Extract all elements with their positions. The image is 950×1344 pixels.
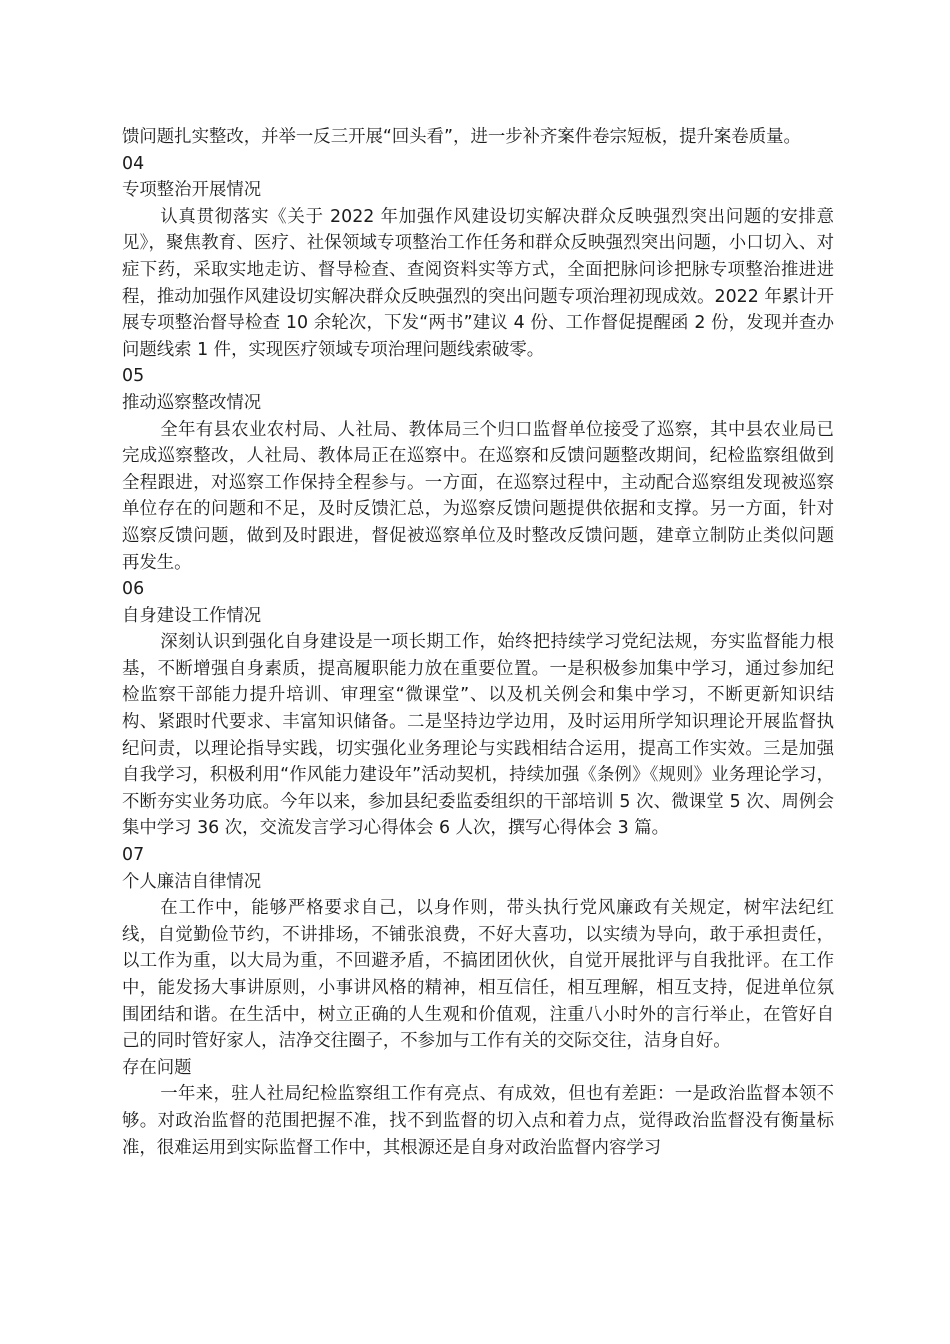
section-heading: 自身建设工作情况 [122,605,262,626]
section-number: 04 [122,153,145,174]
section-heading: 个人廉洁自律情况 [122,871,262,892]
section-heading: 推动巡察整改情况 [122,392,262,413]
body-paragraph: 在工作中，能够严格要求自己，以身作则，带头执行党风廉政有关规定，树牢法纪红线，自觉勤俭节约，不讲排场，不铺张浪费，不好大喜功，以实绩为导向，敢于承担责任，以工作为重，以大局为重，不回避矛盾，不搞团团伙伙，自觉开展批评与自我批评。在工作中，能发扬大事讲原则，小事讲风格的精神，相互信任，相互理解，相互支持，促进单位氛围团结和谐。在生活中，树立正确的人生观和价值观，注重八小时外的言行举止，在管好自己的同时管好家人，洁净交往圈子，不参加与工作有关的交际交往，洁身自好。 [122,898,834,1052]
section-number: 05 [122,366,145,387]
body-paragraph: 认真贯彻落实《关于 2022 年加强作风建设切实解决群众反映强烈突出问题的安排意见》，聚焦教育、医疗、社保领域专项整治工作任务和群众反映强烈突出问题，小口切入、对症下药，采取实地走访、督导检查、查阅资料实等方式，全面把脉问诊把脉专项整治推进进程，推动加强作风建设切实解决群众反映强烈的突出问题专项治理初现成效。2022 年累计开展专项整治督导检查 10 余轮次，下发“两书”建议 4 份、工作督促提醒函 2 份，发现并查办问题线索 1 件，实现医疗领域专项治理问题线索破零。 [122,206,834,360]
body-paragraph: 全年有县农业农村局、人社局、教体局三个归口监督单位接受了巡察，其中县农业局已完成巡察整改，人社局、教体局正在巡察中。在巡察和反馈问题整改期间，纪检监察组做到全程跟进，对巡察工作保持全程参与。一方面，在巡察过程中，主动配合巡察组发现被巡察单位存在的问题和不足，及时反馈汇总，为巡察反馈问题提供依据和支撑。另一方面，针对巡察反馈问题，做到及时跟进，督促被巡察单位及时整改反馈问题，建章立制防止类似问题再发生。 [122,419,834,573]
section-number: 06 [122,579,145,600]
section-heading: 专项整治开展情况 [122,180,262,201]
body-paragraph: 深刻认识到强化自身建设是一项长期工作，始终把持续学习党纪法规，夯实监督能力根基，不断增强自身素质，提高履职能力放在重要位置。一是积极参加集中学习，通过参加纪检监察干部能力提升培训、审理室“微课堂”、以及机关例会和集中学习，不断更新知识结构、紧跟时代要求、丰富知识储备。二是坚持边学边用，及时运用所学知识理论开展监督执纪问责，以理论指导实践，切实强化业务理论与实践相结合运用，提高工作实效。三是加强自我学习，积极利用“作风能力建设年”活动契机，持续加强《条例》《规则》业务理论学习，不断夯实业务功底。今年以来，参加县纪委监委组织的干部培训 5 次、微课堂 5 次、周例会集中学习 36 次，交流发言学习心得体会 6 人次，撰写心得体会 3 篇。 [122,632,834,839]
document-body [122,124,834,1161]
body-paragraph: 馈问题扎实整改，并举一反三开展“回头看”，进一步补齐案件卷宗短板，提升案卷质量。 [122,127,801,147]
section-number: 07 [122,845,145,866]
section-heading: 存在问题 [122,1057,192,1078]
body-paragraph: 一年来，驻人社局纪检监察组工作有亮点、有成效，但也有差距：一是政治监督本领不够。对政治监督的范围把握不准，找不到监督的切入点和着力点，觉得政治监督没有衡量标准，很难运用到实际监督工作中，其根源还是自身对政治监督内容学习 [122,1084,834,1158]
